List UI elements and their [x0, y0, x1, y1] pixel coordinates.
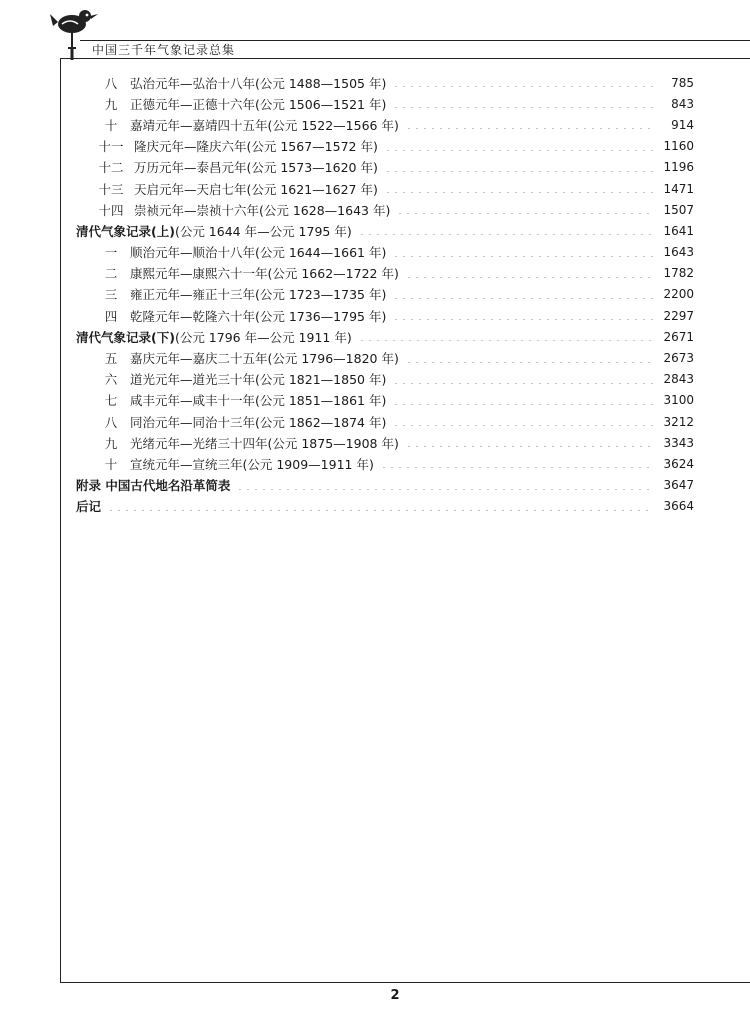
toc-entry — [76, 242, 694, 263]
toc-entry-title — [134, 180, 378, 198]
toc-entry-title-text: 清代气象记录(下) — [76, 329, 175, 345]
toc-entry-title-text: 康熙元年—康熙六十一年(公元 1662—1722 年) — [130, 266, 399, 282]
toc-entry-number: 八 — [104, 75, 118, 91]
toc-entry — [76, 220, 694, 241]
toc-entry-title-text: 清代气象记录(上) — [76, 223, 175, 239]
toc-entry-date-range: (公元 1644 年—公元 1795 年) — [174, 223, 352, 239]
toc-entry — [76, 157, 694, 178]
toc-entry — [76, 178, 694, 199]
toc-entry-number: 八 — [104, 414, 118, 430]
toc-entry-number: 九 — [104, 96, 118, 112]
toc-entry — [76, 93, 694, 114]
page-number: 2 — [390, 988, 400, 1003]
toc-entry-page: 1641 — [663, 223, 694, 238]
toc-entry-number: 五 — [104, 351, 118, 367]
toc-entry — [76, 284, 694, 305]
toc-entry — [76, 136, 694, 157]
toc-entry-title-text: 乾隆元年—乾隆六十年(公元 1736—1795 年) — [130, 308, 387, 324]
toc-entry-page: 2843 — [663, 372, 694, 387]
toc-entry-title-text: 顺治元年—顺治十八年(公元 1644—1661 年) — [130, 245, 387, 261]
toc-entry-title — [134, 201, 390, 219]
toc-entry-number: 十 — [104, 456, 118, 472]
toc-entry-title — [134, 158, 378, 176]
toc-entry-page: 1507 — [663, 202, 694, 217]
header-rule-bottom — [60, 58, 750, 59]
toc-leader-dots — [392, 298, 654, 299]
toc-entry-page: 914 — [671, 117, 694, 132]
toc-entry-page: 1471 — [663, 181, 694, 196]
toc-entry-page: 843 — [671, 96, 694, 111]
toc-entry-page: 1782 — [663, 266, 694, 281]
toc-entry-title-text: 同治元年—同治十三年(公元 1862—1874 年) — [130, 414, 387, 430]
frame-bottom-rule — [60, 982, 750, 983]
toc-entry-title — [76, 476, 230, 494]
toc-leader-dots — [384, 192, 654, 193]
toc-entry-title — [134, 137, 378, 155]
toc-entry-title — [130, 285, 386, 303]
toc-leader-dots — [392, 107, 654, 108]
toc-entry-date-range: (公元 1796 年—公元 1911 年) — [174, 329, 352, 345]
toc-leader-dots — [236, 489, 654, 490]
toc-leader-dots — [392, 425, 654, 426]
toc-entry-title-text: 嘉靖元年—嘉靖四十五年(公元 1522—1566 年) — [130, 117, 399, 133]
toc-entry-number: 一 — [104, 245, 118, 261]
toc-leader-dots — [405, 362, 654, 363]
toc-entry-page: 3343 — [663, 435, 694, 450]
toc-leader-dots — [392, 383, 654, 384]
toc-entry — [76, 347, 694, 368]
toc-leader-dots — [392, 404, 654, 405]
toc-entry-title-text: 宣统元年—宣统三年(公元 1909—1911 年) — [130, 456, 374, 472]
toc-leader-dots — [358, 234, 654, 235]
toc-entry-title-text: 咸丰元年—咸丰十一年(公元 1851—1861 年) — [130, 393, 387, 409]
toc-leader-dots — [405, 277, 654, 278]
toc-leader-dots — [405, 446, 654, 447]
toc-entry-page: 3647 — [663, 478, 694, 493]
toc-entry-title — [76, 497, 101, 515]
toc-entry — [76, 475, 694, 496]
toc-leader-dots — [358, 340, 654, 341]
toc-entry-number: 十一 — [98, 139, 124, 155]
toc-entry-page: 3664 — [663, 499, 694, 514]
toc-leader-dots — [107, 510, 654, 511]
toc-entry-number: 六 — [104, 372, 118, 388]
toc-entry-number: 十四 — [98, 202, 124, 218]
toc-entry — [76, 496, 694, 517]
toc-entry-page: 3100 — [663, 393, 694, 408]
toc-entry-title — [130, 95, 386, 113]
toc-entry — [76, 390, 694, 411]
toc-entry-page: 3212 — [663, 414, 694, 429]
toc-entry-title — [130, 264, 399, 282]
toc-entry-title-text: 弘治元年—弘治十八年(公元 1488—1505 年) — [130, 75, 387, 91]
toc-entry-title-text: 正德元年—正德十六年(公元 1506—1521 年) — [130, 96, 387, 112]
toc-entry-title — [130, 307, 386, 325]
toc-entry-title — [130, 391, 386, 409]
table-of-contents — [76, 72, 694, 517]
toc-leader-dots — [384, 150, 654, 151]
toc-entry — [76, 432, 694, 453]
toc-entry — [76, 199, 694, 220]
toc-entry-page: 2200 — [663, 287, 694, 302]
toc-entry-number: 三 — [104, 287, 118, 303]
toc-leader-dots — [392, 256, 654, 257]
toc-entry-number: 四 — [104, 308, 118, 324]
toc-entry — [76, 326, 694, 347]
toc-entry-page: 785 — [671, 75, 694, 90]
toc-entry-title — [76, 328, 352, 346]
toc-entry-title-text: 后记 — [76, 499, 102, 515]
toc-entry-page: 2673 — [663, 351, 694, 366]
toc-leader-dots — [392, 86, 654, 87]
toc-leader-dots — [392, 319, 654, 320]
toc-entry-page: 2297 — [663, 308, 694, 323]
toc-entry-title — [130, 116, 399, 134]
toc-entry — [76, 114, 694, 135]
toc-entry-number: 九 — [104, 435, 118, 451]
toc-entry — [76, 453, 694, 474]
toc-entry-page: 3624 — [663, 456, 694, 471]
toc-entry-number: 二 — [104, 266, 118, 282]
toc-entry-page: 1196 — [663, 160, 694, 175]
toc-leader-dots — [380, 467, 654, 468]
toc-entry-title — [130, 349, 399, 367]
toc-leader-dots — [396, 213, 654, 214]
toc-entry-title — [130, 243, 386, 261]
toc-entry-title — [130, 370, 386, 388]
toc-leader-dots — [405, 128, 654, 129]
toc-entry-title-text: 嘉庆元年—嘉庆二十五年(公元 1796—1820 年) — [130, 351, 399, 367]
toc-entry-title — [130, 455, 374, 473]
toc-entry-page: 1643 — [663, 245, 694, 260]
toc-entry-title-text: 天启元年—天启七年(公元 1621—1627 年) — [134, 181, 378, 197]
toc-entry-title — [130, 434, 399, 452]
toc-entry-title-text: 道光元年—道光三十年(公元 1821—1850 年) — [130, 372, 387, 388]
toc-entry-title-text: 崇祯元年—崇祯十六年(公元 1628—1643 年) — [134, 202, 391, 218]
toc-entry — [76, 263, 694, 284]
page-header — [0, 0, 750, 60]
toc-entry-number: 十二 — [98, 160, 124, 176]
toc-entry-title-text: 雍正元年—雍正十三年(公元 1723—1735 年) — [130, 287, 387, 303]
toc-leader-dots — [384, 171, 654, 172]
toc-entry-title-text: 万历元年—泰昌元年(公元 1573—1620 年) — [134, 160, 378, 176]
toc-entry-number: 七 — [104, 393, 118, 409]
toc-entry-title — [130, 74, 386, 92]
toc-entry — [76, 305, 694, 326]
toc-entry-title-text: 光绪元年—光绪三十四年(公元 1875—1908 年) — [130, 435, 399, 451]
toc-entry — [76, 411, 694, 432]
toc-entry-number: 十三 — [98, 181, 124, 197]
toc-entry-title-text: 隆庆元年—隆庆六年(公元 1567—1572 年) — [134, 139, 378, 155]
toc-entry — [76, 369, 694, 390]
toc-entry — [76, 72, 694, 93]
frame-left-rule — [60, 58, 61, 982]
book-title: 中国三千年气象记录总集 — [92, 43, 236, 57]
toc-entry-page: 2671 — [663, 329, 694, 344]
toc-entry-title-text: 附录 中国古代地名沿革简表 — [76, 478, 231, 494]
toc-entry-page: 1160 — [663, 139, 694, 154]
toc-entry-number: 十 — [104, 117, 118, 133]
toc-entry-title — [130, 413, 386, 431]
toc-entry-title — [76, 222, 352, 240]
